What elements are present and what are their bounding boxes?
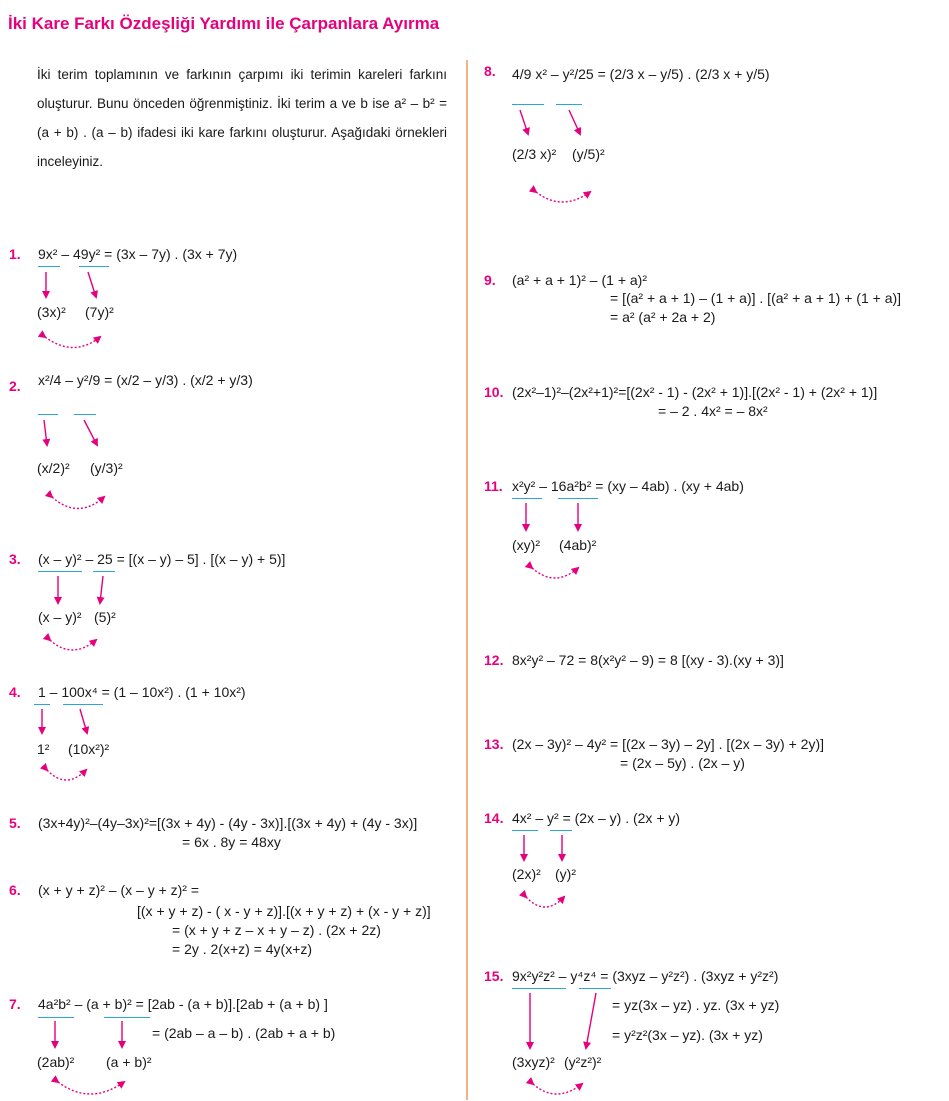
- example-2-square-b: (y/3)²: [90, 460, 123, 476]
- example-11-number: 11.: [484, 478, 503, 494]
- example-6-equation: (x + y + z)² – (x – y + z)² =: [38, 882, 200, 898]
- example-2-connector: [52, 497, 104, 509]
- example-8-arrow-a: [520, 110, 528, 134]
- example-15-square-b: (y²z²)²: [564, 1054, 602, 1070]
- example-9-equation: (a² + a + 1)² – (1 + a)²: [512, 272, 647, 288]
- example-2-equation: x²/4 – y²/9 = (x/2 – y/3) . (x/2 + y/3): [38, 372, 253, 388]
- example-6-line-2: [(x + y + z) - ( x - y + z)].[(x + y + z) + (x - y + z)]: [137, 903, 431, 919]
- example-4-arrow-b: [80, 709, 87, 733]
- example-11-equation: x²y² – 16a²b² = (xy – 4ab) . (xy + 4ab): [512, 478, 744, 494]
- example-4-equation: 1 – 100x⁴ = (1 – 10x²) . (1 + 10x²): [38, 684, 246, 700]
- example-11-square-a: (xy)²: [512, 537, 540, 553]
- example-14-number: 14.: [484, 810, 504, 826]
- intro-paragraph: İki terim toplamının ve farkının çarpımı iki terimin kareleri farkını oluşturur. Bunu önceden öğrenmiştiniz. İki terim a ve b ise a² – b² = (a + b) . (a – b) ifadesi iki kare farkını oluşturur. Aşağıdaki örnekleri inceleyiniz.: [37, 67, 447, 169]
- example-3-arrow-b: [100, 576, 103, 603]
- example-8-equation: 4/9 x² – y²/25 = (2/3 x – y/5) . (2/3 x + y/5): [512, 66, 770, 82]
- example-1-number: 1.: [9, 246, 21, 262]
- example-7-square-b: (a + b)²: [106, 1054, 152, 1070]
- example-3-square-b: (5)²: [94, 609, 116, 625]
- example-10-equation: (2x²–1)²–(2x²+1)²=[(2x² - 1) - (2x² + 1)].[(2x² - 1) + (2x² + 1)]: [512, 384, 878, 400]
- example-15-number: 15.: [484, 968, 504, 984]
- example-4-square-a: 1²: [37, 741, 50, 757]
- column-divider: [466, 60, 468, 1100]
- example-8-underline-b: [556, 104, 582, 105]
- example-7-square-a: (2ab)²: [37, 1054, 75, 1070]
- example-11-underline-b: [558, 498, 598, 499]
- example-9-line-2: = [(a² + a + 1) – (1 + a)] . [(a² + a + 1) + (1 + a)]: [610, 290, 902, 306]
- example-15-arrow-b: [586, 993, 596, 1048]
- example-3-number: 3.: [9, 551, 21, 567]
- example-14-underline-a: [512, 830, 538, 831]
- example-2-arrow-b: [84, 420, 97, 445]
- example-3-connector: [50, 640, 96, 650]
- example-3-square-a: (x – y)²: [38, 609, 82, 625]
- example-3-underline-b: [93, 571, 115, 572]
- example-1-square-b: (7y)²: [85, 304, 114, 320]
- example-2-square-a: (x/2)²: [37, 460, 70, 476]
- example-1-underline-b: [79, 266, 109, 267]
- example-10-line-2: = – 2 . 4x² = – 8x²: [658, 403, 768, 419]
- example-2-underline-a: [38, 414, 58, 415]
- example-10-number: 10.: [484, 384, 504, 400]
- example-14-equation: 4x² – y² = (2x – y) . (2x + y): [512, 810, 681, 826]
- example-15-underline-a: [512, 988, 566, 989]
- example-12-equation: 8x²y² – 72 = 8(x²y² – 9) = 8 [(xy - 3).(xy + 3)]: [512, 652, 784, 668]
- example-15-equation: 9x²y²z² – y⁴z⁴ = (3xyz – y²z²) . (3xyz + y²z²): [512, 968, 779, 984]
- example-11-underline-a: [512, 498, 542, 499]
- page-title: İki Kare Farkı Özdeşliği Yardımı ile Çarpanlara Ayırma: [8, 14, 440, 33]
- example-11-connector: [532, 568, 578, 578]
- example-8-connector: [536, 192, 590, 202]
- example-5-line-2: = 6x . 8y = 48xy: [182, 834, 281, 850]
- example-4-square-b: (10x²)²: [68, 741, 110, 757]
- example-4-underline-b: [63, 704, 103, 705]
- example-7-underline-a: [38, 1017, 74, 1018]
- example-1-equation: 9x² – 49y² = (3x – 7y) . (3x + 7y): [38, 246, 238, 262]
- example-7-line-2: = (2ab – a – b) . (2ab + a + b): [152, 1025, 336, 1041]
- example-8-arrow-b: [569, 110, 580, 134]
- example-5-number: 5.: [9, 815, 21, 831]
- example-7-underline-b: [104, 1017, 150, 1018]
- example-14-underline-b: [550, 830, 572, 831]
- example-6-number: 6.: [9, 882, 21, 898]
- example-6-line-3: = (x + y + z – x + y – z) . (2x + 2z): [172, 922, 381, 938]
- example-7-equation: 4a²b² – (a + b)² = [2ab - (a + b)].[2ab + (a + b) ]: [38, 996, 328, 1012]
- example-2-arrow-a: [44, 420, 47, 445]
- example-13-line-2: = (2x – 5y) . (2x – y): [620, 755, 745, 771]
- example-8-underline-a: [512, 104, 544, 105]
- example-1-underline-a: [38, 266, 60, 267]
- example-2-number: 2.: [9, 378, 21, 394]
- example-12-number: 12.: [484, 652, 504, 668]
- example-2-underline-b: [74, 414, 96, 415]
- example-3-equation: (x – y)² – 25 = [(x – y) – 5] . [(x – y) + 5)]: [38, 551, 286, 567]
- example-9-number: 9.: [484, 272, 496, 288]
- example-14-connector: [526, 897, 564, 907]
- example-1-arrow-b: [88, 272, 96, 297]
- example-14-square-b: (y)²: [555, 866, 576, 882]
- example-3-underline-a: [38, 571, 82, 572]
- example-8-square-b: (y/5)²: [572, 146, 605, 162]
- example-8-number: 8.: [484, 63, 496, 79]
- example-6-line-4: = 2y . 2(x+z) = 4y(x+z): [172, 941, 313, 957]
- example-15-square-a: (3xyz)²: [512, 1054, 555, 1070]
- example-1-square-a: (3x)²: [37, 304, 66, 320]
- example-4-underline-a: [34, 704, 50, 705]
- example-7-number: 7.: [9, 996, 21, 1012]
- example-13-number: 13.: [484, 736, 504, 752]
- example-8-square-a: (2/3 x)²: [512, 146, 557, 162]
- example-5-equation: (3x+4y)²–(4y–3x)²=[(3x + 4y) - (4y - 3x)].[(3x + 4y) + (4y - 3x)]: [38, 815, 418, 831]
- example-15-line-2: = yz(3x – yz) . yz. (3x + yz): [612, 997, 780, 1013]
- example-13-equation: (2x – 3y)² – 4y² = [(2x – 3y) – 2y] . [(2x – 3y) + 2y)]: [512, 736, 824, 752]
- example-15-connector: [533, 1084, 582, 1094]
- example-1-connector: [45, 337, 100, 348]
- example-4-number: 4.: [9, 684, 21, 700]
- example-9-line-3: = a² (a² + 2a + 2): [610, 309, 716, 325]
- example-11-square-b: (4ab)²: [559, 537, 597, 553]
- example-15-underline-b: [579, 988, 611, 989]
- example-7-connector: [58, 1082, 124, 1094]
- example-14-square-a: (2x)²: [512, 866, 541, 882]
- example-15-line-3: = y²z²(3x – yz). (3x + yz): [612, 1027, 763, 1043]
- example-4-connector: [47, 770, 86, 780]
